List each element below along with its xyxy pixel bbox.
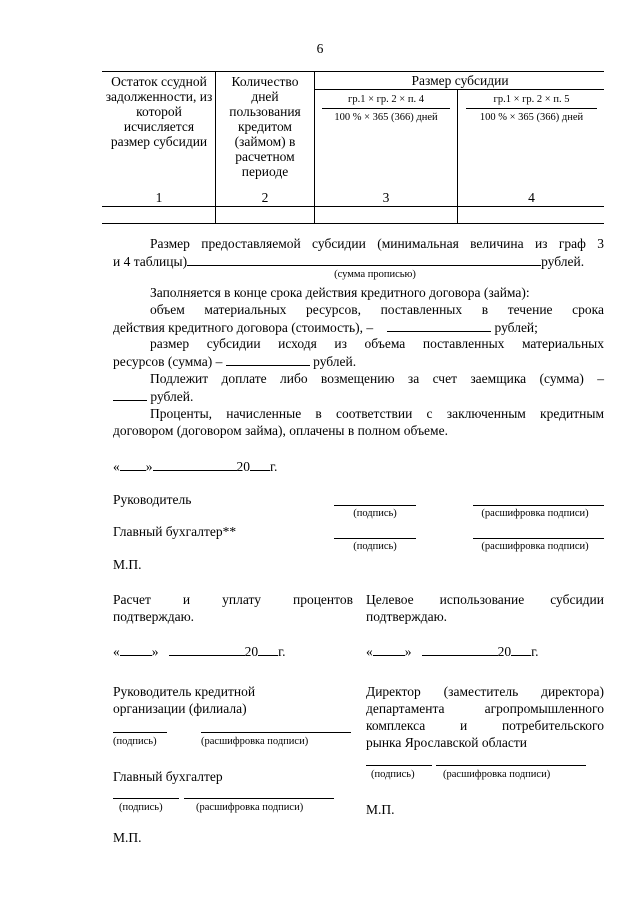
right-signature-caption: (подпись) (371, 769, 415, 780)
right-year-suffix: г. (531, 644, 539, 659)
left-year-suffix: г. (278, 644, 286, 659)
left-close-quote: » (151, 644, 159, 659)
subsidy-size-line1: размер субсидии исходя из объема поставленных материальных (150, 336, 604, 351)
left-confirm-line1: Расчет и уплату процентов (113, 592, 353, 607)
accountant-signature-caption: (подпись) (353, 541, 397, 552)
left-head-decoding-caption: (расшифровка подписи) (201, 736, 309, 747)
subsidy-amount-blank[interactable] (187, 253, 541, 266)
volume-line2 (113, 319, 604, 335)
subsidy-size-line2 (113, 353, 604, 369)
left-chief-accountant-label: Главный бухгалтер (113, 769, 223, 784)
surcharge-line2 (113, 388, 604, 404)
interest-line2: договором (договором займа), оплачены в полном объеме. (113, 423, 448, 438)
subsidy-size-blank[interactable] (226, 353, 310, 366)
fill-end-term: Заполняется в конце срока действия кредитного договора (займа): (150, 285, 530, 300)
col3-formula-numerator: гр.1 × гр. 2 × п. 4 (348, 94, 424, 105)
col2-header: Количество дней пользования кредитом (займом) в расчетном периоде (229, 74, 301, 179)
rubles-label: рублей. (541, 254, 585, 269)
left-head-signature-caption: (подпись) (113, 736, 157, 747)
head-signature-caption: (подпись) (353, 508, 397, 519)
volume-line1: объем материальных ресурсов, поставленных в течение срока (150, 302, 604, 317)
right-date-month-blank[interactable] (422, 643, 498, 656)
date-year-blank[interactable] (250, 458, 270, 471)
left-year-prefix: 20 (244, 644, 259, 659)
right-director-line2: департамента агропромышленного (366, 701, 604, 716)
right-director-line1: Директор (заместитель директора) (366, 684, 604, 699)
left-accountant-decoding-caption: (расшифровка подписи) (196, 802, 304, 813)
volume-label: действия кредитного договора (стоимость), – (113, 320, 374, 335)
left-seal-label: М.П. (113, 830, 142, 845)
year-prefix: 20 (236, 459, 250, 474)
subsidy-size-label: ресурсов (сумма) – (113, 354, 223, 369)
open-quote: « (113, 459, 120, 474)
right-date-day-blank[interactable] (373, 643, 405, 656)
subsidy-amount-line1: Размер предоставляемой субсидии (минимальная величина из граф 3 (150, 236, 604, 251)
left-date-day-blank[interactable] (120, 643, 152, 656)
right-decoding-caption: (расшифровка подписи) (443, 769, 551, 780)
date-line-1 (113, 458, 277, 474)
left-date-month-blank[interactable] (169, 643, 245, 656)
head-decoding-caption: (расшифровка подписи) (481, 508, 589, 519)
seal-label: М.П. (113, 557, 142, 572)
subsidy-amount-line2 (113, 253, 604, 269)
year-suffix: г. (270, 459, 278, 474)
right-year-prefix: 20 (497, 644, 512, 659)
close-quote: » (145, 459, 153, 474)
subsidy-size-header: Размер субсидии (411, 73, 509, 88)
right-open-quote: « (366, 644, 373, 659)
in-words-caption: (сумма прописью) (334, 269, 416, 280)
subsidy-amount-prefix: и 4 таблицы) (113, 254, 188, 269)
accountant-decoding-caption: (расшифровка подписи) (481, 541, 589, 552)
left-head-line1: Руководитель кредитной (113, 684, 256, 699)
rubles-period: рублей. (313, 354, 357, 369)
col-number-3: 3 (382, 190, 390, 205)
chief-accountant-label: Главный бухгалтер** (113, 524, 237, 539)
right-date (366, 643, 539, 659)
right-seal-label: М.П. (366, 802, 395, 817)
left-date (113, 643, 286, 659)
right-director-line3: комплекса и потребительского (366, 718, 604, 733)
col-number-2: 2 (261, 190, 269, 205)
page-number: 6 (316, 41, 324, 56)
col-number-1: 1 (155, 190, 163, 205)
col4-formula-denominator: 100 % × 365 (366) дней (479, 112, 584, 123)
left-open-quote: « (113, 644, 120, 659)
interest-line1: Проценты, начисленные в соответствии с заключенным кредитным (150, 406, 604, 421)
col4-formula-numerator: гр.1 × гр. 2 × п. 5 (493, 94, 570, 105)
left-date-year-blank[interactable] (258, 643, 278, 656)
rubles-semicolon: рублей; (494, 320, 538, 335)
left-head-line2: организации (филиала) (113, 701, 247, 716)
left-accountant-signature-caption: (подпись) (119, 802, 163, 813)
right-confirm-line2: подтверждаю. (366, 609, 448, 624)
surcharge-line1: Подлежит доплате либо возмещению за счет заемщика (сумма) – (150, 371, 604, 386)
surcharge-blank[interactable] (113, 388, 147, 401)
date-month-blank[interactable] (153, 458, 237, 471)
right-close-quote: » (404, 644, 412, 659)
right-date-year-blank[interactable] (511, 643, 531, 656)
volume-blank[interactable] (387, 319, 491, 332)
col3-formula-denominator: 100 % × 365 (366) дней (334, 112, 438, 123)
date-day-blank[interactable] (120, 458, 146, 471)
head-label: Руководитель (113, 492, 192, 507)
col-number-4: 4 (528, 190, 535, 205)
surcharge-rubles: рублей. (150, 389, 194, 404)
right-director-line4: рынка Ярославской области (366, 735, 527, 750)
col1-header: Остаток ссудной задолженности, из которой исчисляется размер субсидии (105, 74, 213, 149)
right-confirm-line1: Целевое использование субсидии (366, 592, 604, 607)
left-confirm-line2: подтверждаю. (113, 609, 195, 624)
